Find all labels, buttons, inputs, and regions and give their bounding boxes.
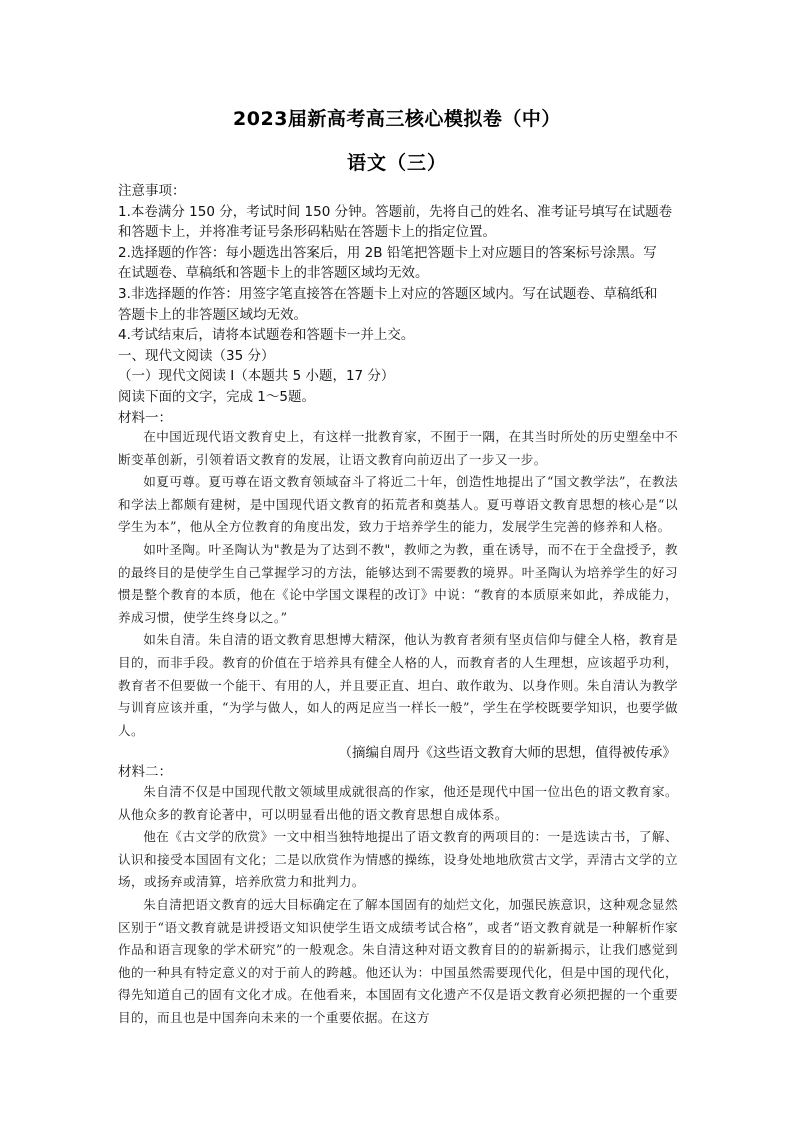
paragraph: 如朱自清。朱自清的语文教育思想博大精深，他认为教育者须有坚贞信仰与健全人格，教育是目的，而非手段。教育的价值在于培养具有健全人格的人，而教育者的人生理想，应该超乎功利，教育者不但要做一个能干、有用的人，并且要正直、坦白、敢作敢为、以身作则。朱自清认为教学与训育应该并重，“为学与做人，如人的两足应当一样长一般”，学生在学校既要学知识，也要学做人。 (118, 632, 678, 738)
instructions-block (118, 181, 678, 428)
reading-prompt: 阅读下面的文字，完成 1～5题。 (118, 388, 315, 405)
material2-label: 材料二： (118, 764, 172, 780)
instruction-line: 2.选择题的作答：每小题选出答案后，用 2B 铅笔把答题卡上对应题目的答案标号涂黑。写 (118, 244, 657, 261)
instruction-line: 在试题卷、草稿纸和答题卡上的非答题区域均无效。 (118, 265, 429, 282)
paragraph: 朱自清把语文教育的远大目标确定在了解本国固有的灿烂文化，加强民族意识，这种观念显然区别于“语文教育就是讲授语文知识使学生语文成绩考试合格”，或者“语文教育就是一种解析作家作品和语言现象的学术研究”的一般观念。朱自清这种对语文教育目的的崭新揭示，让我们感觉到他的一种具有特定意义的对于前人的跨越。他还认为：中国虽然需要现代化，但是中国的现代化，得先知道自己的固有文化才成。在他看来，本国固有文化遗产不仅是语文教育必须把握的一个重要目的，而且也是中国奔向未来的一个重要依据。在这方 (118, 896, 678, 1025)
paragraph: 如夏丏尊。夏丏尊在语文教育领域奋斗了将近二十年，创造性地提出了“国文教学法”，在教法和学法上都颇有建树，是中国现代语文教育的拓荒者和奠基人。夏丏尊语文教育思想的核心是“以学生为本”，他从全方位教育的角度出发，致力于培养学生的能力，发展学生完善的修养和人格。 (118, 474, 678, 535)
exam-title: 2023届新高考高三核心模拟卷（中） (233, 108, 561, 130)
exam-subtitle: 语文（三） (346, 152, 447, 174)
paragraph: 在中国近现代语文教育史上，有这样一批教育家，不囿于一隅，在其当时所处的历史塑垒中不断变革创新，引领着语文教育的发展，让语文教育向前迈出了一步又一步。 (118, 429, 678, 467)
instruction-line: 3.非选择题的作答：用签字笔直接答在答题卡上对应的答题区域内。写在试题卷、草稿纸和 (118, 285, 658, 302)
subsection-heading: （一）现代文阅读 I（本题共 5 小题，17 分） (118, 368, 395, 385)
instruction-line: 和答题卡上，并将准考证号条形码粘贴在答题卡上的指定位置。 (118, 224, 496, 241)
source-citation: （摘编自周丹《这些语文教育大师的思想，值得被传承》 (338, 745, 676, 761)
instruction-line: 4.考试结束后，请将本试题卷和答题卡一并上交。 (118, 327, 415, 344)
paragraph: 朱自清不仅是中国现代散文领域里成就很高的作家，他还是现代中国一位出色的语文教育家。从他众多的教育论著中，可以明显看出他的语文教育思想自成体系。 (118, 784, 678, 822)
instruction-line: 答题卡上的非答题区域均无效。 (118, 306, 307, 323)
instructions-heading: 注意事项： (118, 183, 186, 199)
section-heading: 一、现代文阅读（35 分） (118, 347, 275, 364)
material1-text (118, 426, 678, 742)
paragraph: 他在《古文学的欣赏》一文中相当独特地提出了语文教育的两项目的：一是选读古书，了解、认识和接受本国固有文化；二是以欣赏作为情感的操练，设身处地地欣赏古文学，弄清古文学的立场，或扬弃或清算，培养欣赏力和批判力。 (118, 829, 678, 890)
material1-label: 材料一： (118, 409, 172, 426)
instruction-line: 1.本卷满分 150 分，考试时间 150 分钟。答题前，先将自己的姓名、准考证号填写在试题卷 (118, 203, 673, 220)
paragraph: 如叶圣陶。叶圣陶认为"教是为了达到不教"，教师之为教，重在诱导，而不在于全盘授予，教的最终目的是使学生自己掌握学习的方法，能够达到不需要教的境界。叶圣陶认为培养学生的好习惯是整个教育的本质，他在《论中学国文课程的改订》中说：“教育的本质原来如此，养成能力，养成习惯，使学生终身以之。” (118, 541, 678, 625)
material2-text (118, 781, 678, 1030)
